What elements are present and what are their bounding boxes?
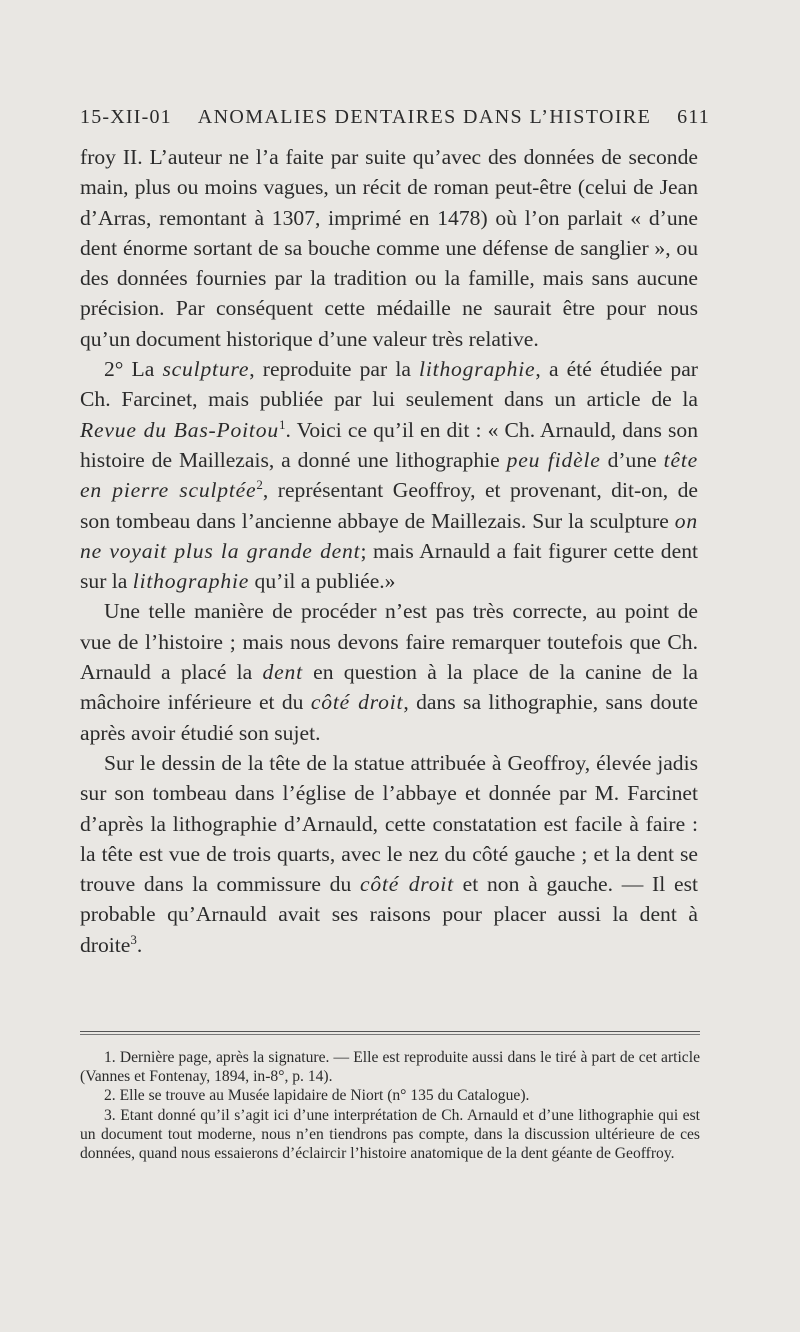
- footnote-ref: 2: [256, 477, 263, 493]
- text-run: et non à gauche. — Il est probable qu’Arnauld avait ses raisons pour placer aussi la dent à droite: [80, 872, 698, 957]
- text-run: qu’il a publiée.»: [249, 569, 396, 594]
- footnote-rule-secondary: [80, 1034, 700, 1035]
- text-run: Une telle manière de procéder n’est pas très correcte, au point de vue de l’histoire ; mais nous devons faire remarquer toutefois que Ch. Arnauld a placé la: [80, 599, 698, 685]
- text-run: , dans sa lithographie, sans doute après avoir étudié son sujet.: [80, 690, 698, 745]
- italic-run: côté droit: [360, 872, 454, 897]
- text-run: , a été étudiée par Ch. Farcinet, mais publiée par lui seulement dans un article de la: [80, 357, 698, 412]
- text-run: ; mais Arnauld a fait figurer cette dent sur la: [80, 538, 698, 594]
- italic-run: sculpture: [162, 357, 250, 382]
- text-run: .: [136, 932, 143, 957]
- italic-run: on ne voyait plus la grande dent: [80, 508, 698, 563]
- italic-run: lithographie: [132, 569, 250, 594]
- header-title: ANOMALIES DENTAIRES DANS L’HISTOIRE: [197, 106, 652, 128]
- italic-run: tête en pierre sculptée: [80, 447, 699, 503]
- italic-run: côté droit: [310, 690, 404, 715]
- text-run: Sur le dessin de la tête de la statue attribuée à Geoffroy, élevée jadis sur son tombeau dans l’église de l’abbaye et donnée par M. Farcinet d’après la lithographie d’Arnauld, cette constatation est facile à faire : la tête est vue de trois quarts, avec le nez du côté gauche ; et la dent se trouve dans la commissure du: [80, 750, 698, 897]
- text-run: froy II. L’auteur ne l’a faite par suite qu’avec des données de seconde main, plus ou moins vagues, un récit de roman peut-être (celui de Jean d’Arras, remontant à 1307, imprimé en 1478) où l’on parlait « d’une dent énorme sortant de sa bouche comme une défense de sanglier », ou des données fournies par la tradition ou la famille, mais sans aucune précision. Par conséquent cette médaille ne saurait être pour nous qu’un document historique d’une valeur très relative.: [80, 145, 698, 351]
- italic-run: dent: [262, 660, 303, 685]
- text-run: , représentant Geoffroy, et provenant, dit-on, de son tombeau dans l’ancienne abbaye de Maillezais. Sur la sculpture: [80, 478, 698, 533]
- text-run: . Voici ce qu’il en dit : « Ch. Arnauld, dans son histoire de Maillezais, a donné une lithographie: [80, 417, 698, 472]
- paragraph: [80, 596, 698, 747]
- text-run: en question à la place de la canine de la mâchoire inférieure et du: [80, 660, 698, 715]
- italic-run: Revue du Bas-Poitou: [80, 417, 279, 442]
- running-head: [80, 106, 710, 138]
- italic-run: peu fidèle: [506, 447, 601, 472]
- paragraph: [80, 748, 698, 960]
- header-date: 15-XII-01: [80, 106, 172, 128]
- text-run: d’une: [600, 447, 664, 472]
- italic-run: lithographie: [419, 357, 536, 382]
- paragraph: [80, 354, 698, 596]
- text-run: , reproduite par la: [249, 357, 420, 382]
- footnote-ref: 3: [130, 931, 137, 947]
- page-number: 611: [677, 106, 710, 128]
- footnotes: [80, 1048, 700, 1163]
- footnote-rule: [80, 1031, 700, 1032]
- footnote: 1. Dernière page, après la signature. — Elle est reproduite aussi dans le tiré à part de cet article (Vannes et Fontenay, 1894, in-8°, p. 14).: [80, 1049, 700, 1086]
- footnote: 3. Etant donné qu’il s’agit ici d’une interprétation de Ch. Arnauld et d’une lithographie qui est un document tout moderne, nous n’en tiendrons pas compte, dans la discussion ultérieure de ces données, quand nous essaierons d’éclaircir l’histoire anatomique de la dent géante de Geoffroy.: [80, 1106, 700, 1163]
- body-text: [80, 142, 698, 960]
- footnote-ref: 1: [278, 416, 286, 432]
- paragraph: [80, 142, 698, 354]
- footnote: 2. Elle se trouve au Musée lapidaire de Niort (n° 135 du Catalogue).: [104, 1087, 530, 1105]
- text-run: 2° La: [104, 357, 163, 382]
